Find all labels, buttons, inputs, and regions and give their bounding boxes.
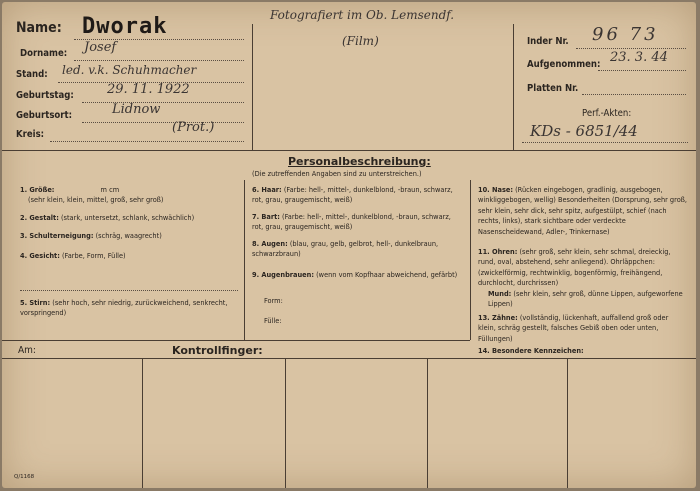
am-label: Am: <box>18 345 36 356</box>
akten-label: Perf.-Akten: <box>582 108 632 119</box>
index-label: Inder Nr. <box>527 36 569 47</box>
geburtsort-label: Geburtsort: <box>16 110 73 121</box>
divider <box>470 358 696 359</box>
item-groesse: 1. Größe: m cm (sehr klein, klein, mittel, groß, sehr groß) <box>20 186 164 205</box>
section-subtitle: (Die zutreffenden Angaben sind zu unterstreichen.) <box>252 170 422 178</box>
stand-label: Stand: <box>16 69 48 80</box>
platten-label: Platten Nr. <box>527 83 579 94</box>
kontrollfinger-label: Kontrollfinger: <box>172 344 263 357</box>
geburtstag-label: Geburtstag: <box>16 90 74 101</box>
form-code: Q/1168 <box>14 474 35 480</box>
dotted-line <box>598 70 686 71</box>
item-mund: Mund: (sehr klein, sehr groß, dünne Lippen, aufgeworfene Lippen) <box>488 290 683 309</box>
aufgenommen-value: 23. 3. 44 <box>610 50 668 65</box>
divider <box>252 24 253 150</box>
akten-value: KDs - 6851/44 <box>530 122 638 140</box>
name-value: Dworak <box>82 14 168 39</box>
divider <box>470 180 471 340</box>
divider <box>2 340 470 341</box>
item-bart: 7. Bart: (Farbe: hell-, mittel-, dunkelblond, -braun, schwarz, rot, grau, graugemischt, weiß) <box>252 213 451 232</box>
item-kennzeichen: 14. Besondere Kennzeichen: <box>478 347 584 355</box>
item-augenbrauen: 9. Augenbrauen: (wenn vom Kopfhaar abweichend, gefärbt) <box>252 271 458 279</box>
aufgenommen-label: Aufgenommen: <box>527 59 601 70</box>
name-label: Name: <box>16 20 62 36</box>
item-fuelle: Fülle: <box>264 317 282 325</box>
divider <box>2 150 696 151</box>
dotted-line <box>82 102 244 103</box>
stand-value: led. v.k. Schuhmacher <box>62 63 197 77</box>
vorname-value: Josef <box>84 40 117 55</box>
kreis-value: (Prot.) <box>172 120 215 135</box>
finger-box-divider <box>427 358 428 488</box>
dotted-line <box>576 48 686 49</box>
index-value: 96 73 <box>592 24 659 45</box>
item-augen: 8. Augen: (blau, grau, gelb, gelbrot, hell-, dunkelbraun, schwarzbraun) <box>252 240 439 259</box>
vorname-label: Dorname: <box>20 48 68 59</box>
dotted-line <box>582 94 686 95</box>
photo-note-film: (Film) <box>342 34 379 48</box>
kreis-label: Kreis: <box>16 129 45 140</box>
finger-box-divider <box>142 358 143 488</box>
item-nase: 10. Nase: (Rücken eingebogen, gradlinig, ausgebogen, winkliggebogen, wellig) Besonderheiten (Dorsprung, sehr groß, sehr klein, sehr dick, sehr spitz, aufgestülpt, schief (nach rechts, links), stark sichtbare oder verdeckte Nasenscheidewand, Adler-, Trinkernase) <box>478 186 687 236</box>
dotted-line <box>82 122 244 123</box>
item-schulterneigung: 3. Schulterneigung: (schräg, waagrecht) <box>20 232 162 240</box>
item-ohren: 11. Ohren: (sehr groß, sehr klein, sehr schmal, dreieckig, rund, oval, abstehend, sehr anliegend). Ohrläppchen: (zwickelförmig, rechtwinklig, bogenförmig, freihängend, durchlocht, durchrissen) <box>478 248 671 288</box>
finger-box-divider <box>285 358 286 488</box>
dotted-line <box>74 60 244 61</box>
record-card <box>2 2 696 488</box>
item-haar: 6. Haar: (Farbe: hell-, mittel-, dunkelblond, -braun, schwarz, rot, grau, graugemischt, weiß) <box>252 186 453 205</box>
dotted-line <box>50 141 244 142</box>
dotted-line <box>20 290 238 291</box>
geburtsort-value: Lidnow <box>112 102 161 117</box>
item-gestalt: 2. Gestalt: (stark, untersetzt, schlank, schwächlich) <box>20 214 195 222</box>
item-stirn: 5. Stirn: (sehr hoch, sehr niedrig, zurückweichend, senkrecht, vorspringend) <box>20 299 228 318</box>
finger-box-divider <box>567 358 568 488</box>
photo-note: Fotografiert im Ob. Lemsendf. <box>270 8 455 22</box>
section-title: Personalbeschreibung: <box>288 155 431 168</box>
divider <box>513 24 514 150</box>
divider <box>2 358 470 359</box>
geburtstag-value: 29. 11. 1922 <box>107 82 190 97</box>
item-form: Form: <box>264 297 283 305</box>
divider <box>244 180 245 340</box>
dotted-line <box>522 142 688 143</box>
item-zaehne: 13. Zähne: (vollständig, lückenhaft, auffallend groß oder klein, schräg gestellt, falsches Gebiß oben oder unten, Füllungen) <box>478 314 669 343</box>
item-gesicht: 4. Gesicht: (Farbe, Form, Fülle) <box>20 252 126 260</box>
